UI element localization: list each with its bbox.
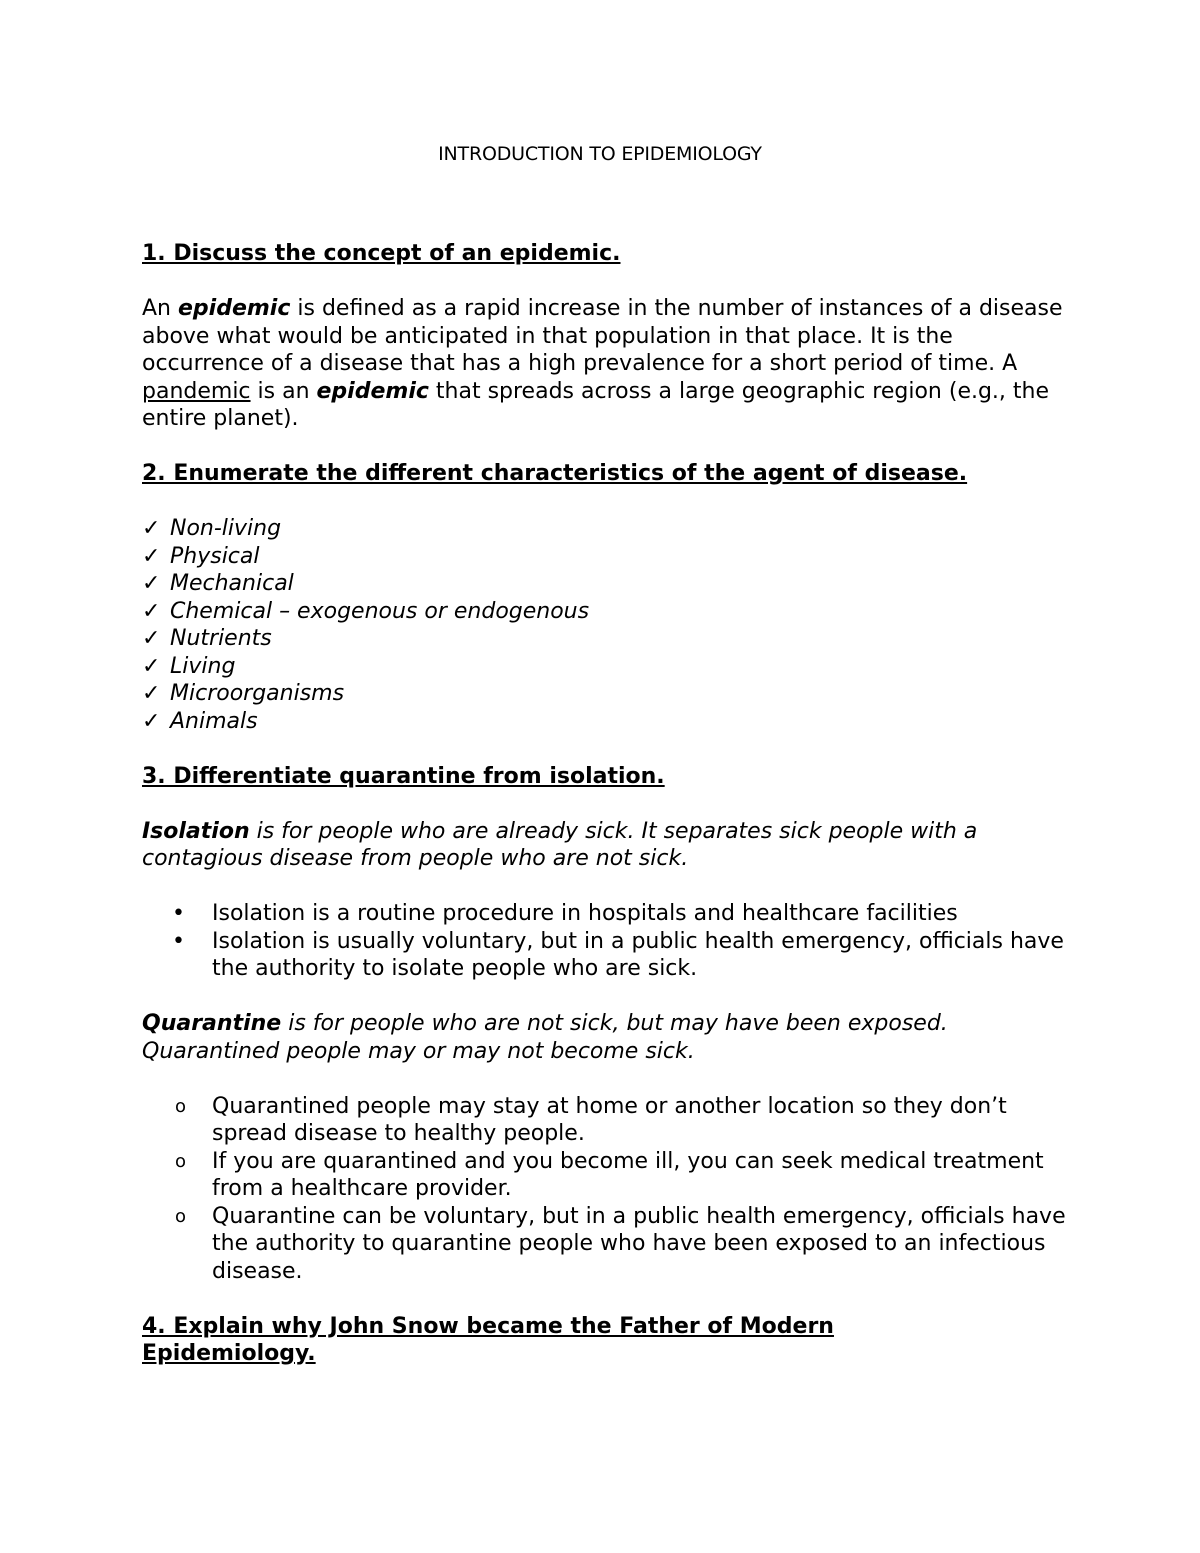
definition-text: is for people who are not sick, but may have been exposed. Quarantined people may or may not become sick. — [142, 1011, 948, 1064]
quarantine-term: Quarantine — [142, 1011, 282, 1036]
list-item-text: Physical — [170, 543, 260, 569]
list-item-text: Quarantine can be voluntary, but in a public health emergency, officials have the authority to quarantine people who have been exposed to an infectious disease. — [212, 1203, 1066, 1284]
list-item — [142, 680, 1072, 708]
list-item-text: Non-living — [170, 516, 282, 541]
list-item — [142, 598, 1072, 626]
list-item-text: If you are quarantined and you become ill, you can seek medical treatment from a healthcare provider. — [212, 1148, 1044, 1201]
check-icon: ✓ — [142, 653, 161, 679]
list-item-text: Quarantined people may stay at home or another location so they don’t spread disease to healthy people. — [212, 1093, 1007, 1146]
list-item — [142, 653, 1072, 681]
quarantine-definition — [142, 1010, 1072, 1065]
check-icon: ✓ — [142, 681, 161, 706]
question-2-heading: 2. Enumerate the different characteristics of the agent of disease. — [142, 461, 968, 486]
list-item — [142, 515, 1072, 543]
pandemic-term: pandemic — [142, 378, 251, 404]
list-item — [142, 1203, 1072, 1286]
circle-bullet-icon: o — [175, 1095, 187, 1117]
list-item-text: Chemical – exogenous or endogenous — [170, 598, 590, 624]
list-item-text: Mechanical — [170, 571, 294, 596]
check-icon: ✓ — [142, 571, 161, 596]
check-icon: ✓ — [142, 598, 161, 624]
check-icon: ✓ — [142, 708, 161, 734]
answer-text: is an — [250, 378, 317, 404]
list-item-text: Living — [170, 653, 236, 679]
agent-characteristics-list — [142, 515, 1072, 735]
epidemic-term: epidemic — [178, 296, 291, 321]
epidemic-term: epidemic — [316, 378, 429, 404]
answer-text: An — [142, 296, 178, 321]
list-item-text: Microorganisms — [170, 681, 345, 706]
document-title: INTRODUCTION TO EPIDEMIOLOGY — [438, 143, 762, 165]
check-icon: ✓ — [142, 626, 161, 651]
list-item — [142, 543, 1072, 571]
check-icon: ✓ — [142, 543, 161, 569]
definition-text: is for people who are already sick. It separates sick people with a contagious disease from people who are not sick. — [142, 818, 978, 871]
check-icon: ✓ — [142, 516, 161, 541]
isolation-definition — [142, 818, 1072, 873]
list-item-text: Animals — [170, 708, 258, 734]
answer-text: that spreads across a large geographic region (e.g., the entire planet). — [142, 378, 1050, 431]
bullet-icon: • — [172, 901, 185, 926]
question-1-heading: 1. Discuss the concept of an epidemic. — [142, 241, 621, 266]
document-body — [142, 240, 1072, 1395]
list-item — [142, 1148, 1072, 1203]
circle-bullet-icon: o — [175, 1205, 187, 1227]
isolation-term: Isolation — [142, 818, 250, 844]
question-3-heading: 3. Differentiate quarantine from isolation. — [142, 763, 665, 789]
list-item — [142, 928, 1072, 983]
list-item — [142, 708, 1072, 736]
list-item — [142, 570, 1072, 598]
question-1-answer — [142, 295, 1072, 433]
list-item — [142, 900, 1072, 928]
quarantine-points-list — [142, 1093, 1072, 1286]
list-item-text: Isolation is usually voluntary, but in a public health emergency, officials have the authority to isolate people who are sick. — [212, 928, 1064, 981]
answer-text: is defined as a rapid increase in the number of instances of a disease above what would be anticipated in that population in that place. It is the occurrence of a disease that has a high prevalence for a short period of time. A — [142, 296, 1063, 376]
list-item — [142, 625, 1072, 653]
isolation-points-list — [142, 900, 1072, 983]
circle-bullet-icon: o — [175, 1150, 187, 1172]
question-4-heading: 4. Explain why John Snow became the Father of Modern Epidemiology. — [142, 1313, 834, 1366]
bullet-icon: • — [172, 928, 185, 954]
list-item-text: Nutrients — [170, 626, 272, 651]
list-item-text: Isolation is a routine procedure in hospitals and healthcare facilities — [212, 901, 958, 926]
list-item — [142, 1093, 1072, 1148]
